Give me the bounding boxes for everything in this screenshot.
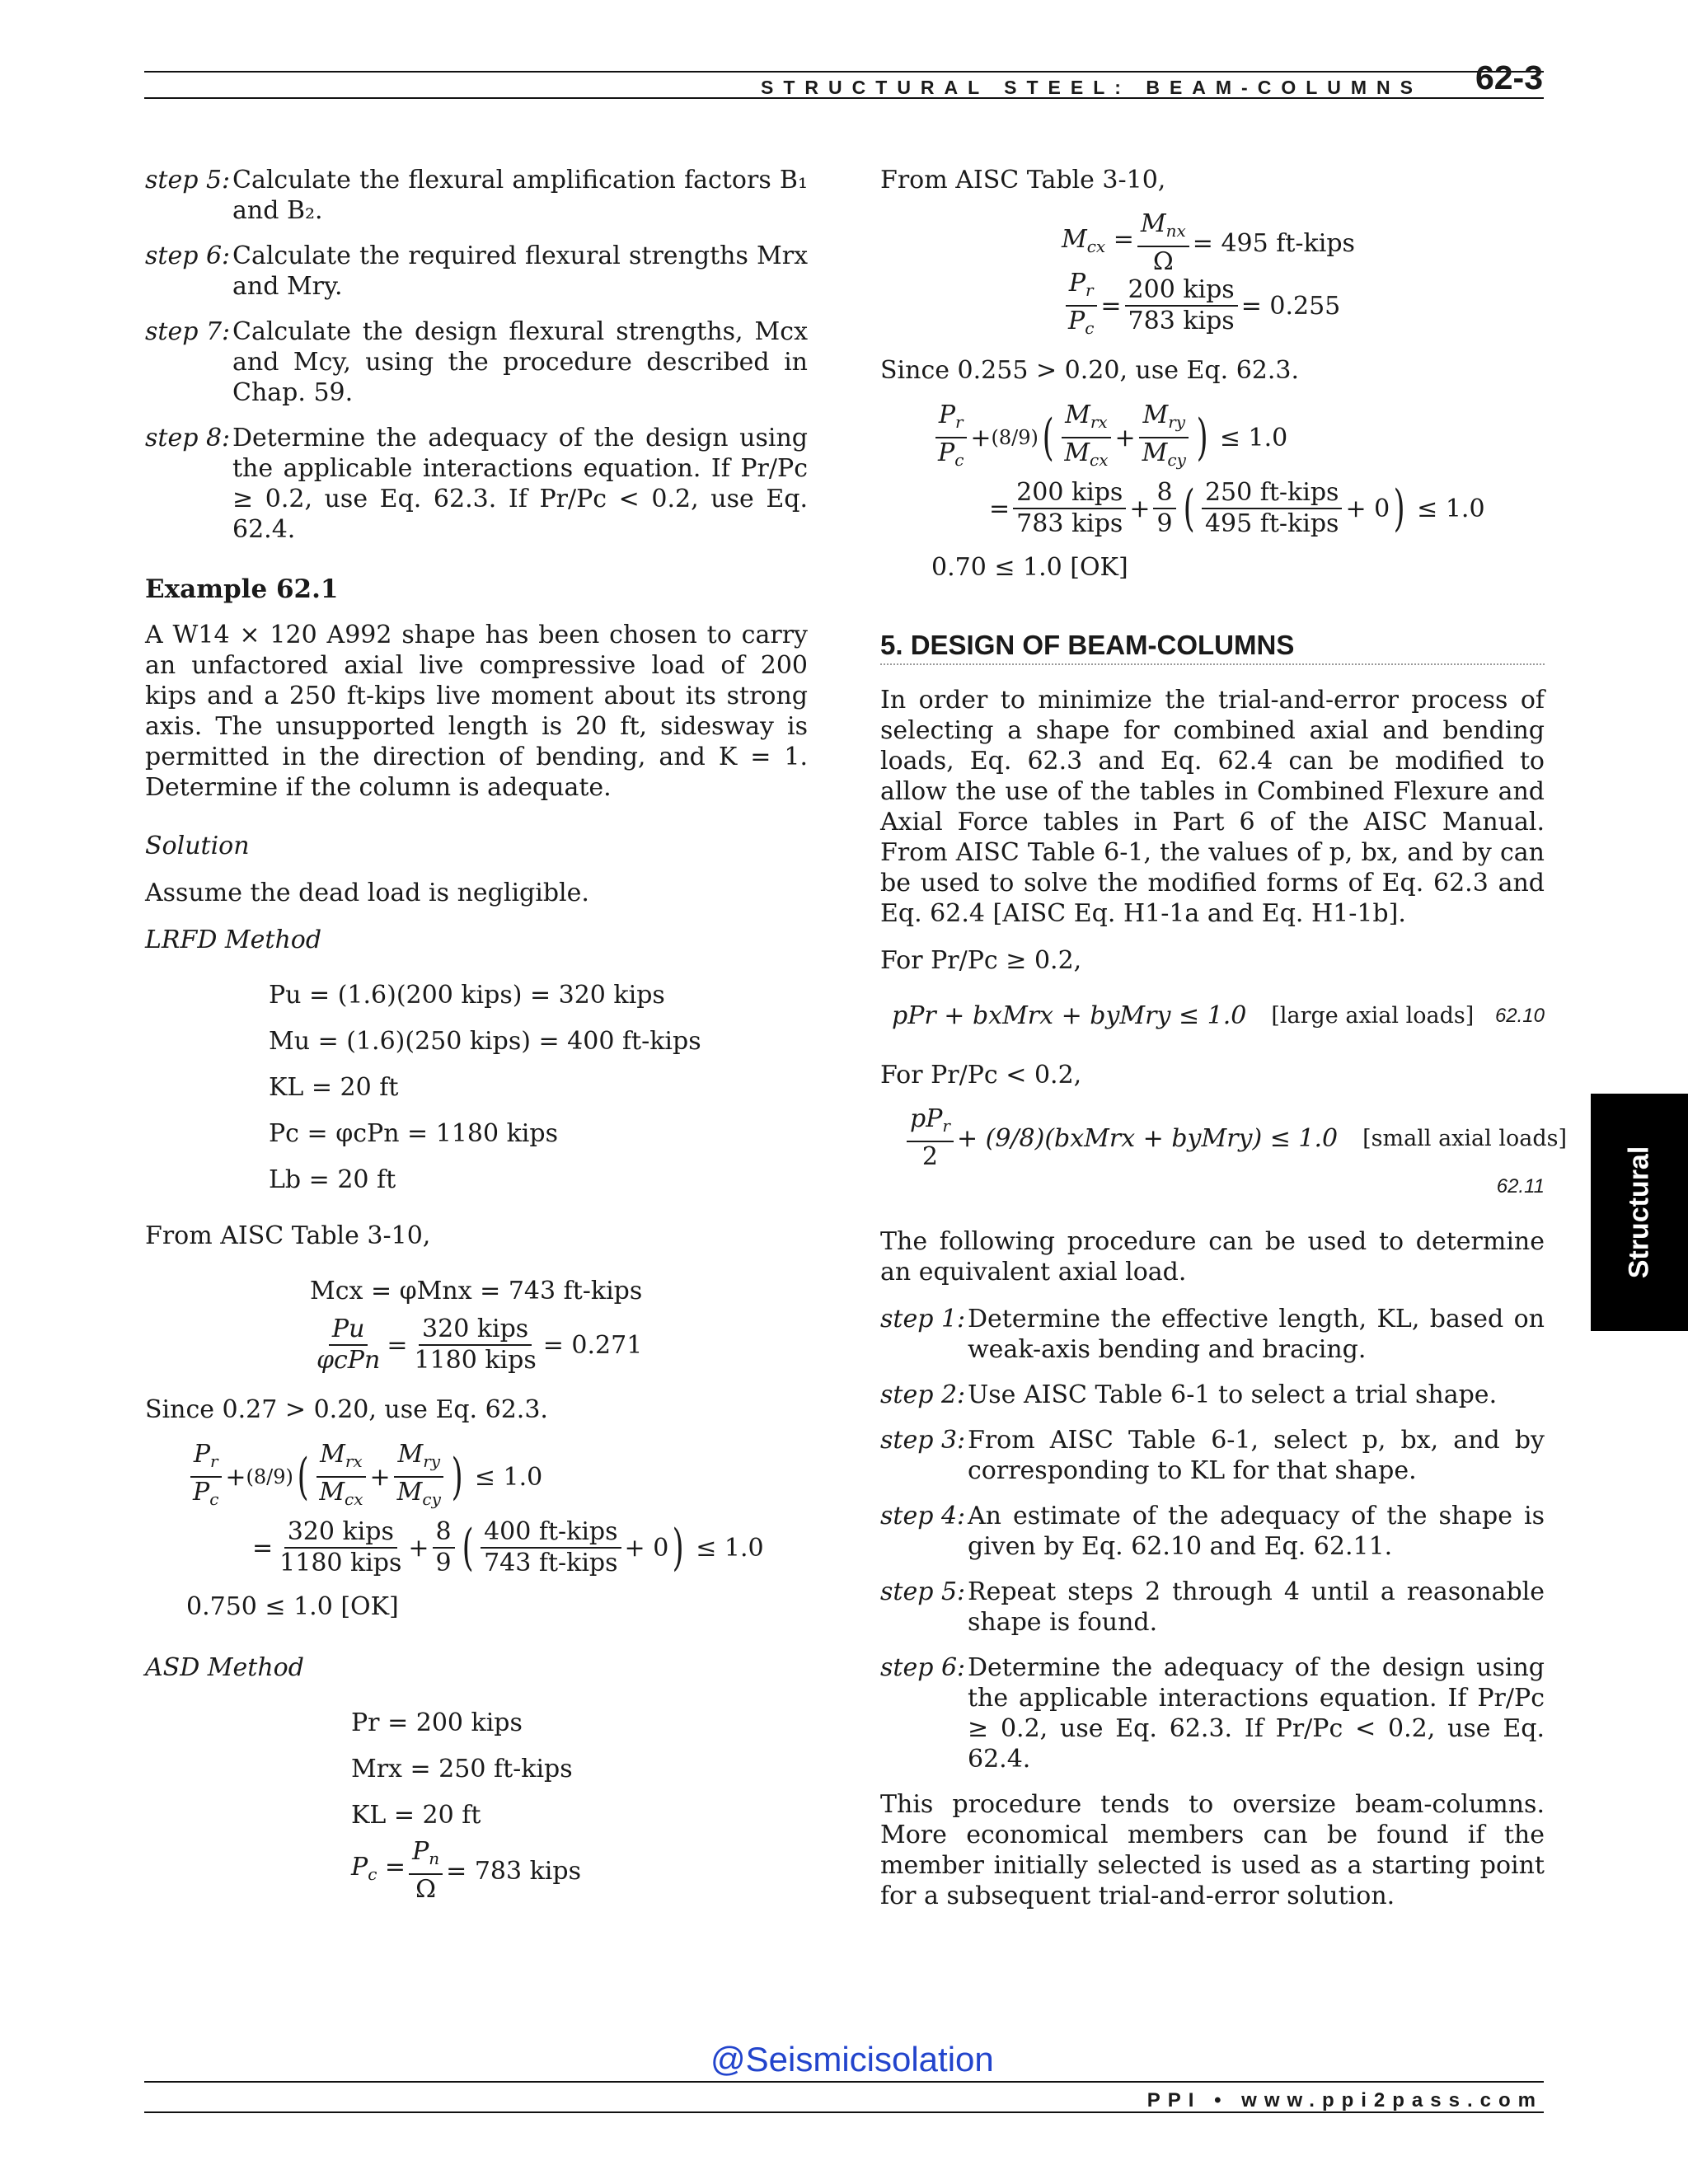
interaction-result: 0.750 ≤ 1.0 [OK]: [186, 1591, 399, 1621]
mcx-equation: $M_{cx}$ = $\frac{M_{nx}}{\Omega}$ = 495 ft-kips: [1062, 209, 1355, 276]
assumption-text: Assume the dead load is negligible.: [145, 879, 589, 907]
asd-strength-equations: [880, 209, 1545, 338]
equation: Mcx = φMnx = 743 ft-kips: [310, 1276, 643, 1305]
interaction-substituted: = $\frac{\text{320 kips}}{\text{1180 kips}}$ + $\frac{8}{9}$ ( $\frac{\text{400 ft-kips}}{\text{743 ft-kips}}$ + 0 ) ≤ 1.0: [252, 1517, 764, 1577]
since-text: Since 0.27 > 0.20, use Eq. 62.3.: [145, 1395, 548, 1424]
equation: KL = 20 ft: [269, 1072, 399, 1102]
section-tab-label: Structural: [1623, 1146, 1655, 1279]
lrfd-equations: [145, 972, 808, 1202]
asd-equations: [145, 1699, 808, 1904]
step-item: [145, 241, 808, 302]
step-label: step 7:: [145, 317, 231, 346]
interaction-general: $\frac{P_r}{P_c}$ + (8/9) ( $\frac{M_{rx}}{M_{cx}}$ + $\frac{M_{ry}}{M_{cy}}$ ) ≤ 1.0: [931, 402, 1545, 473]
step-text: From AISC Table 6-1, select p, bx, and by corresponding to KL for that shape.: [968, 1426, 1545, 1485]
footer-text: PPI • www.ppi2pass.com: [1146, 2089, 1543, 2111]
step-label: step 2:: [880, 1380, 966, 1409]
section-tab: [1591, 1094, 1688, 1331]
left-column: [145, 165, 808, 1922]
equation: KL = 20 ft: [351, 1800, 481, 1830]
step-label: step 6:: [145, 241, 231, 270]
from-table-text: From AISC Table 3-10,: [880, 166, 1166, 194]
step-text: Determine the adequacy of the design using the applicable interactions equation. If Pr/Pc ≥ 0.2, use Eq. 62.3. If Pr/Pc < 0.2, use Eq. 62.4.: [232, 424, 808, 544]
equation-62-11: $\frac{pP_r}{2}$ + (9/8)(bxMrx + byMry) ≤ 1.0 [small axial loads]: [880, 1107, 1545, 1169]
right-column: [880, 165, 1568, 1928]
step-text: Repeat steps 2 through 4 until a reasonable shape is found.: [968, 1577, 1545, 1637]
step-label: step 8:: [145, 424, 231, 452]
interaction-substituted: = $\frac{\text{200 kips}}{\text{783 kips}}$ + $\frac{8}{9}$ ( $\frac{\text{250 ft-kips}}{\text{495 ft-kips}}$ + 0 ) ≤ 1.0: [989, 478, 1485, 538]
step-label: step 1:: [880, 1305, 966, 1333]
ratio-equation: $\frac{P_r}{P_c}$ = $\frac{\text{200 kips}}{\text{783 kips}}$ = 0.255: [1062, 274, 1545, 337]
step-label: step 6:: [880, 1653, 966, 1682]
step-item: [880, 1652, 1545, 1774]
asd-label: ASD Method: [145, 1653, 304, 1682]
fraction: $\frac{\text{320 kips}}{\text{1180 kips}}$: [414, 1315, 537, 1375]
step-label: step 3:: [880, 1426, 966, 1455]
lrfd-label: LRFD Method: [145, 926, 322, 954]
equation: Pc = φcPn = 1180 kips: [269, 1118, 558, 1148]
step-item: [145, 316, 808, 408]
equation: Mu = (1.6)(250 kips) = 400 ft-kips: [269, 1026, 701, 1056]
step-label: step 5:: [145, 166, 231, 194]
procedure-intro: The following procedure can be used to determine an equivalent axial load.: [880, 1227, 1545, 1286]
example-text: A W14 × 120 A992 shape has been chosen to carry an unfactored axial live compressive load of 200 kips and a 250 ft-kips live moment about its strong axis. The unsupported length is 20 ft, sidesway is permitted in the direction of bending, and K = 1. Determine if the column is adequate.: [145, 621, 808, 802]
closing-text: This procedure tends to oversize beam-columns. More economical members can be found if the member initially selected is used as a starting point for a subsequent trial-and-error solution.: [880, 1790, 1545, 1910]
step-label: step 5:: [880, 1577, 966, 1606]
step-item: [880, 1380, 1545, 1410]
interaction-result: 0.70 ≤ 1.0 [OK]: [931, 552, 1128, 582]
step-text: Calculate the required flexural strengths Mrx and Mry.: [232, 241, 808, 301]
step-item: [880, 1501, 1545, 1562]
page-number: 62-3: [1475, 59, 1543, 96]
solution-label: Solution: [145, 832, 250, 860]
for-small-text: For Pr/Pc < 0.2,: [880, 1061, 1082, 1090]
step-text: Determine the effective length, KL, based on weak-axis bending and bracing.: [968, 1305, 1545, 1364]
design-strength-equations: [145, 1268, 808, 1376]
ratio-equation: $\frac{Pu}{\text{φcPn}}$ = $\frac{\text{320 kips}}{\text{1180 kips}}$ = 0.271: [310, 1314, 808, 1376]
step-item: [145, 423, 808, 545]
step-item: [880, 1304, 1545, 1365]
interaction-general: $\frac{P_r}{P_c}$ + (8/9) ( $\frac{M_{rx}}{M_{cx}}$ + $\frac{M_{ry}}{M_{cy}}$ ) ≤ 1.0: [186, 1441, 808, 1512]
step-item: [880, 1577, 1545, 1638]
equation-number: 62.11: [1496, 1175, 1545, 1197]
step-text: Use AISC Table 6-1 to select a trial shape.: [968, 1380, 1498, 1409]
step-label: step 4:: [880, 1502, 966, 1530]
for-large-text: For Pr/Pc ≥ 0.2,: [880, 946, 1082, 975]
section-intro: In order to minimize the trial-and-error process of selecting a shape for combined axial and bending loads, Eq. 62.3 and Eq. 62.4 can be modified to allow the use of the tables in Combined Flexure and Axial Force tables in Part 6 of the AISC Manual. From AISC Table 6-1, the values of p, bx, and by can be used to solve the modified forms of Eq. 62.3 and Eq. 62.4 [AISC Eq. H1-1a and Eq. H1-1b].: [880, 686, 1545, 928]
step-text: Calculate the flexural amplification factors B₁ and B₂.: [232, 166, 808, 225]
step-text: Calculate the design flexural strengths, Mcx and Mcy, using the procedure described in Chap. 59.: [232, 317, 808, 407]
equation: Pu = (1.6)(200 kips) = 320 kips: [269, 980, 665, 1010]
fraction: $\frac{Pu}{\text{φcPn}}$: [316, 1315, 381, 1375]
step-item: [145, 165, 808, 226]
interaction-equation: [145, 1441, 808, 1629]
step-text: An estimate of the adequacy of the shape is given by Eq. 62.10 and Eq. 62.11.: [968, 1502, 1545, 1561]
equation: Mrx = 250 ft-kips: [351, 1754, 573, 1783]
footer-rule-top: [144, 2081, 1544, 2083]
from-table-text: From AISC Table 3-10,: [145, 1221, 431, 1250]
section-title: 5. DESIGN OF BEAM-COLUMNS: [880, 630, 1545, 665]
watermark: @Seismicisolation: [710, 2040, 994, 2079]
interaction-equation: [880, 402, 1545, 590]
since-text: Since 0.255 > 0.20, use Eq. 62.3.: [880, 356, 1300, 385]
equation-62-10: pPr + bxMrx + byMry ≤ 1.0 [large axial loads] 62.10: [892, 1001, 1545, 1030]
equation: Lb = 20 ft: [269, 1165, 396, 1194]
running-header: STRUCTURAL STEEL: BEAM-COLUMNS: [761, 77, 1423, 98]
step-item: [880, 1425, 1545, 1486]
equation: Pr = 200 kips: [351, 1708, 523, 1737]
asd-pc-equation: $P_c$ = $\frac{P_n}{\Omega}$ = 783 kips: [351, 1837, 581, 1904]
step-text: Determine the adequacy of the design using the applicable interactions equation. If Pr/Pc ≥ 0.2, use Eq. 62.3. If Pr/Pc < 0.2, use Eq. 62.4.: [968, 1653, 1545, 1774]
footer-rule-bottom: [144, 2111, 1544, 2113]
example-title: Example 62.1: [145, 574, 339, 604]
